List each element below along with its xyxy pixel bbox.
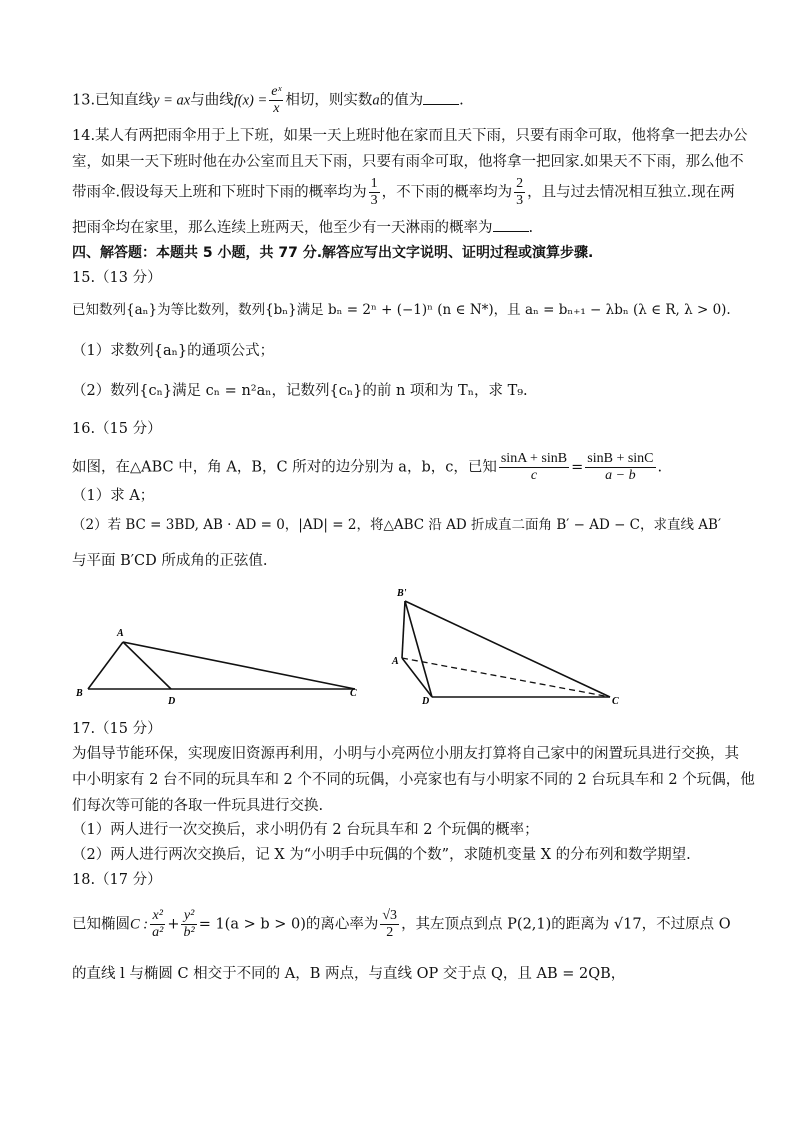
q17-line-2: 中小明家有 2 台不同的玩具车和 2 个不同的玩偶，小亮家也有与小明家不同的 2 台玩具车和 2 个玩偶，他	[72, 772, 755, 788]
q17-head: 17.（15 分）	[72, 721, 162, 737]
q16-f1-num: sinA + sinB	[500, 451, 568, 466]
q13-tail: 相切，则实数	[285, 92, 373, 109]
q14-p-num: 1	[370, 176, 378, 191]
q14-l3c: ，且与过去情况相互独立.现在两	[527, 184, 735, 201]
fig2-label-c: C	[612, 696, 619, 707]
q17-part-2: （2）两人进行两次交换后，记 X 为“小明手中玩偶的个数”，求随机变量 X 的分布列和数学期望.	[72, 847, 691, 863]
q14-l3b: ，不下雨的概率均为	[381, 184, 513, 201]
q16-stem-end: .	[657, 459, 663, 476]
q14-l3a: 带雨伞.假设每天上班和下班时下雨的概率均为	[72, 184, 367, 201]
q16-stem-a: 如图，在△ABC 中，角 A，B，C 所对的边分别为 a，b，c，已知	[72, 459, 497, 476]
q17-part-1: （1）两人进行一次交换后，求小明仍有 2 台玩具车和 2 个玩偶的概率；	[72, 822, 539, 838]
section-4-heading: 四、解答题：本题共 5 小题，共 77 分.解答应写出文字说明、证明过程或演算步骤.	[72, 245, 594, 261]
q15-part-2: （2）数列{cₙ}满足 cₙ = n²aₙ，记数列{cₙ}的前 n 项和为 Tₙ，求 T₉.	[72, 383, 528, 399]
q18-frac-e	[380, 908, 399, 941]
q14-line-3	[72, 176, 735, 209]
q13-lead: 13.已知直线	[72, 92, 154, 109]
q18-l1d: ，其左顶点到点 P(2,1)的距离为 √17，不过原点 O	[401, 916, 731, 933]
q16-f1-den: c	[530, 468, 538, 483]
q16-frac-left	[499, 451, 569, 484]
q14-frac-p	[369, 176, 380, 209]
q16-part-1: （1）求 A；	[72, 488, 155, 504]
fig1-label-c: C	[350, 688, 357, 699]
q18-y-num: y²	[181, 908, 196, 925]
triangle-abc-figure	[70, 620, 370, 710]
q13-end: .	[459, 92, 464, 109]
q17-line-3: 们每次等可能的各取一件玩具进行交换.	[72, 798, 324, 814]
q16-f2-num: sinB + sinC	[587, 451, 654, 466]
q18-l1a: 已知椭圆	[72, 916, 130, 933]
question-13	[72, 84, 722, 117]
q16-eq: =	[571, 459, 584, 476]
q18-head: 18.（17 分）	[72, 872, 162, 888]
q13-var: a	[372, 92, 380, 109]
q16-frac-right	[585, 451, 655, 484]
q18-l1b: C :	[130, 916, 149, 933]
q13-frac-den: x	[273, 101, 280, 116]
fig2-label-a: A	[392, 656, 399, 667]
q18-line-2: 的直线 l 与椭圆 C 相交于不同的 A，B 两点，与直线 OP 交于点 Q，且 AB = 2QB，	[72, 966, 626, 982]
folded-tetrahedron-figure	[390, 584, 630, 714]
fig1-label-b: B	[76, 688, 83, 699]
q18-frac-y	[181, 908, 196, 941]
q14-line-1: 14.某人有两把雨伞用于上下班，如果一天上班时他在家而且天下雨，只要有雨伞可取，他将拿一把去办公	[72, 128, 748, 144]
q13-fx: f(x) =	[233, 92, 268, 109]
q18-y-den: b²	[183, 925, 195, 940]
q16-stem	[72, 451, 722, 484]
q13-mid: 与曲线	[190, 92, 234, 109]
q15-part-1: （1）求数列{aₙ}的通项公式；	[72, 343, 275, 359]
q15-stem: 已知数列{aₙ}为等比数列，数列{bₙ}满足 bₙ = 2ⁿ + (−1)ⁿ (n ∈ N*)，且 aₙ = bₙ₊₁ − λbₙ (λ ∈ R, λ > 0).	[72, 302, 731, 318]
q15-head: 15.（13 分）	[72, 270, 162, 286]
q16-part-2: （2）若 BC = 3BD, AB · AD = 0，|AD| = 2，将△ABC 沿 AD 折成直二面角 B′ − AD − C，求直线 AB′	[72, 517, 722, 533]
q18-x-num: x²	[150, 908, 165, 925]
q18-x-den: a²	[152, 925, 164, 940]
q18-line-1	[72, 908, 731, 941]
q17-line-1: 为倡导节能环保，实现废旧资源再利用，小明与小亮两位小朋友打算将自己家中的闲置玩具进行交换，其	[72, 746, 739, 762]
q14-l4: 把雨伞均在家里，那么连续上班两天，他至少有一天淋雨的概率为	[72, 220, 493, 236]
q13-frac-num: eˣ	[271, 84, 282, 99]
q18-l1c: = 1(a > b > 0)的离心率为	[198, 916, 379, 933]
q18-plus: +	[167, 916, 180, 933]
fig2-label-d: D	[422, 696, 430, 707]
q14-line-4	[72, 217, 722, 238]
q16-head: 16.（15 分）	[72, 421, 162, 437]
q14-q-den: 3	[516, 193, 524, 208]
q18-e-den: 2	[386, 925, 394, 940]
q13-line-eq: y = ax	[153, 92, 191, 109]
q13-tail2: 的值为	[379, 92, 424, 109]
q14-line-2: 室，如果一天下班时他在办公室而且天下雨，只要有雨伞可取，他将拿一把回家.如果天不下雨，那么他不	[72, 154, 744, 170]
fig1-label-a: A	[117, 628, 124, 639]
q18-frac-x	[150, 908, 165, 941]
q14-answer-blank	[493, 217, 529, 232]
q14-q-num: 2	[516, 176, 524, 191]
q14-frac-q	[514, 176, 525, 209]
q14-p-den: 3	[370, 193, 378, 208]
fig1-label-d: D	[168, 696, 176, 707]
q14-l4-end: .	[528, 220, 534, 236]
q13-fraction	[269, 84, 283, 117]
q18-e-num: √3	[382, 908, 398, 923]
q16-f2-den: a − b	[605, 468, 636, 483]
q16-part-2b: 与平面 B′CD 所成角的正弦值.	[72, 553, 268, 569]
q13-answer-blank	[423, 90, 459, 105]
fig2-label-bprime: B'	[397, 588, 407, 599]
